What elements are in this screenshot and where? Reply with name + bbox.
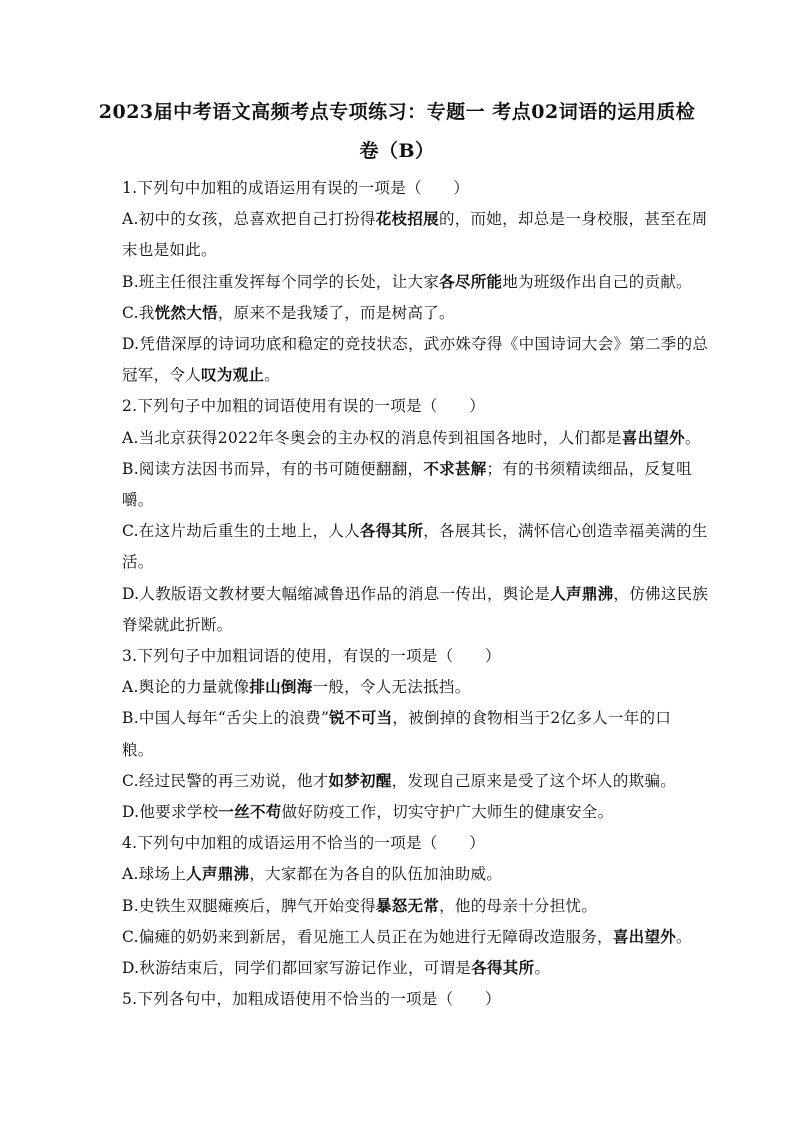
bold-idiom: 各得其所 xyxy=(471,958,535,977)
line-text: D.秋游结束后，同学们都回家写游记作业，可谓是 xyxy=(122,959,472,977)
line-text: ，大家都在为各自的队伍加油助威。 xyxy=(249,865,503,884)
text-line xyxy=(122,894,702,916)
line-text: 5.下列各句中，加粗成语使用不恰当的一项是（ ） xyxy=(122,990,501,1009)
line-text: 活。 xyxy=(122,553,154,572)
text-line xyxy=(122,987,702,1009)
line-text: 4.下列句中加粗的成语运用不恰当的一项是（ ） xyxy=(122,834,485,853)
line-text: ；有的书须精读细品，反复咀 xyxy=(486,459,692,478)
line-text: A.球场上 xyxy=(122,865,187,884)
document-title-line-1: 2023届中考语文高频考点专项练习：专题一 考点02词语的运用质检 xyxy=(98,101,696,123)
line-text: 冠军，令人 xyxy=(122,366,202,385)
bold-idiom: 暴怒无常 xyxy=(375,895,440,915)
line-text: ，被倒掉的食物相当于2亿多人一年的口 xyxy=(392,709,672,728)
bold-idiom: 喜出望外 xyxy=(612,926,677,946)
line-text: 。 xyxy=(676,927,692,946)
text-line xyxy=(122,769,702,791)
text-line xyxy=(122,332,709,354)
text-line xyxy=(122,613,702,635)
line-text: 。 xyxy=(684,428,701,447)
text-line xyxy=(122,457,702,479)
text-line xyxy=(122,675,702,697)
line-text: A.初中的女孩，总喜欢把自己打扮得 xyxy=(122,210,376,229)
bold-idiom: 花枝招展 xyxy=(375,209,439,229)
text-line xyxy=(122,426,702,448)
bold-idiom: 人声鼎沸 xyxy=(550,583,614,603)
line-text: C.经过民警的再三劝说，他才 xyxy=(122,771,329,790)
line-text: 粮。 xyxy=(122,740,154,759)
text-line xyxy=(122,238,702,260)
text-line xyxy=(122,363,702,385)
bold-idiom: 排山倒海 xyxy=(249,677,313,697)
text-line xyxy=(122,488,702,510)
line-text: B.班主任很注重发挥每个同学的长处，让大家 xyxy=(122,272,440,291)
line-text: ，他的母亲十分担忧。 xyxy=(439,896,598,915)
text-line xyxy=(122,394,702,416)
text-line xyxy=(122,862,702,884)
line-text: A.当北京获得2022年冬奥会的主办权的消息传到祖国各地时，人们都是 xyxy=(122,428,622,447)
line-text: ，各展其长，满怀信心创造幸福美满的生 xyxy=(423,522,708,541)
line-text: 的，而她，却总是一身校服，甚至在周 xyxy=(438,210,708,229)
line-text: C.我 xyxy=(122,303,155,322)
line-text: 3.下列句子中加粗词语的使用，有误的一项是（ ） xyxy=(122,647,501,665)
line-text: ，仿佛这民族 xyxy=(613,584,709,603)
line-text: 1.下列句中加粗的成语运用有误的一项是（ ） xyxy=(122,179,470,197)
line-text: ，原来不是我矮了，而是树高了。 xyxy=(217,303,455,322)
text-line xyxy=(122,956,702,978)
line-text: 嚼。 xyxy=(122,491,154,509)
bold-idiom: 不求甚解 xyxy=(423,458,487,478)
bold-idiom: 恍然大悟 xyxy=(154,302,218,322)
bold-idiom: 一丝不苟 xyxy=(218,802,282,821)
line-text: D.凭借深厚的诗词功底和稳定的竞技状态，武亦姝夺得《中国诗词大会》第二季的总 xyxy=(122,335,709,353)
line-text: ，发现自己原来是受了这个坏人的欺骗。 xyxy=(391,771,677,790)
line-text: B.中国人每年“舌尖上的浪费” xyxy=(122,709,330,728)
line-text: C.偏瘫的奶奶来到新居，看见施工人员正在为她进行无障碍改造服务， xyxy=(122,927,613,946)
text-line xyxy=(122,706,702,728)
text-line xyxy=(122,270,702,292)
bold-idiom: 锐不可当 xyxy=(329,708,393,728)
text-line xyxy=(122,550,702,572)
bold-idiom: 人声鼎沸 xyxy=(186,864,250,884)
line-text: A.舆论的力量就像 xyxy=(122,678,250,697)
text-line xyxy=(122,800,702,822)
text-line xyxy=(122,301,702,323)
document-title-line-2: 卷（B） xyxy=(359,140,435,162)
text-line xyxy=(122,582,709,604)
text-line xyxy=(122,519,708,541)
line-text: 末也是如此。 xyxy=(122,241,217,260)
line-text: C.在这片劫后重生的土地上，人人 xyxy=(122,522,361,541)
line-text: 2.下列句子中加粗的词语使用有误的一项是（ ） xyxy=(122,397,485,416)
text-line xyxy=(122,925,702,947)
line-text: D.他要求学校 xyxy=(122,803,219,821)
text-line xyxy=(122,176,702,198)
bold-idiom: 喜出望外 xyxy=(621,427,685,447)
line-text: 一般，令人无法抵挡。 xyxy=(312,678,471,697)
text-line xyxy=(122,207,708,229)
bold-idiom: 如梦初醒 xyxy=(328,770,392,790)
line-text: 地为班级作出自己的贡献。 xyxy=(502,272,692,291)
text-line xyxy=(122,644,702,666)
line-text: 。 xyxy=(264,366,281,385)
line-text: B.阅读方法因书而异，有的书可随便翻翻， xyxy=(122,459,424,478)
text-line xyxy=(122,831,702,853)
line-text: 脊梁就此折断。 xyxy=(122,615,233,634)
line-text: 做好防疫工作，切实守护广大师生的健康安全。 xyxy=(281,803,614,821)
bold-idiom: 各尽所能 xyxy=(439,271,503,291)
bold-idiom: 各得其所 xyxy=(360,521,424,541)
line-text: 。 xyxy=(534,959,551,977)
line-text: B.史铁生双腿瘫痪后，脾气开始变得 xyxy=(122,896,376,915)
text-line xyxy=(122,738,702,760)
line-text: D.人教版语文教材要大幅缩减鲁迅作品的消息一传出，舆论是 xyxy=(122,584,551,603)
bold-idiom: 叹为观止 xyxy=(201,365,265,385)
